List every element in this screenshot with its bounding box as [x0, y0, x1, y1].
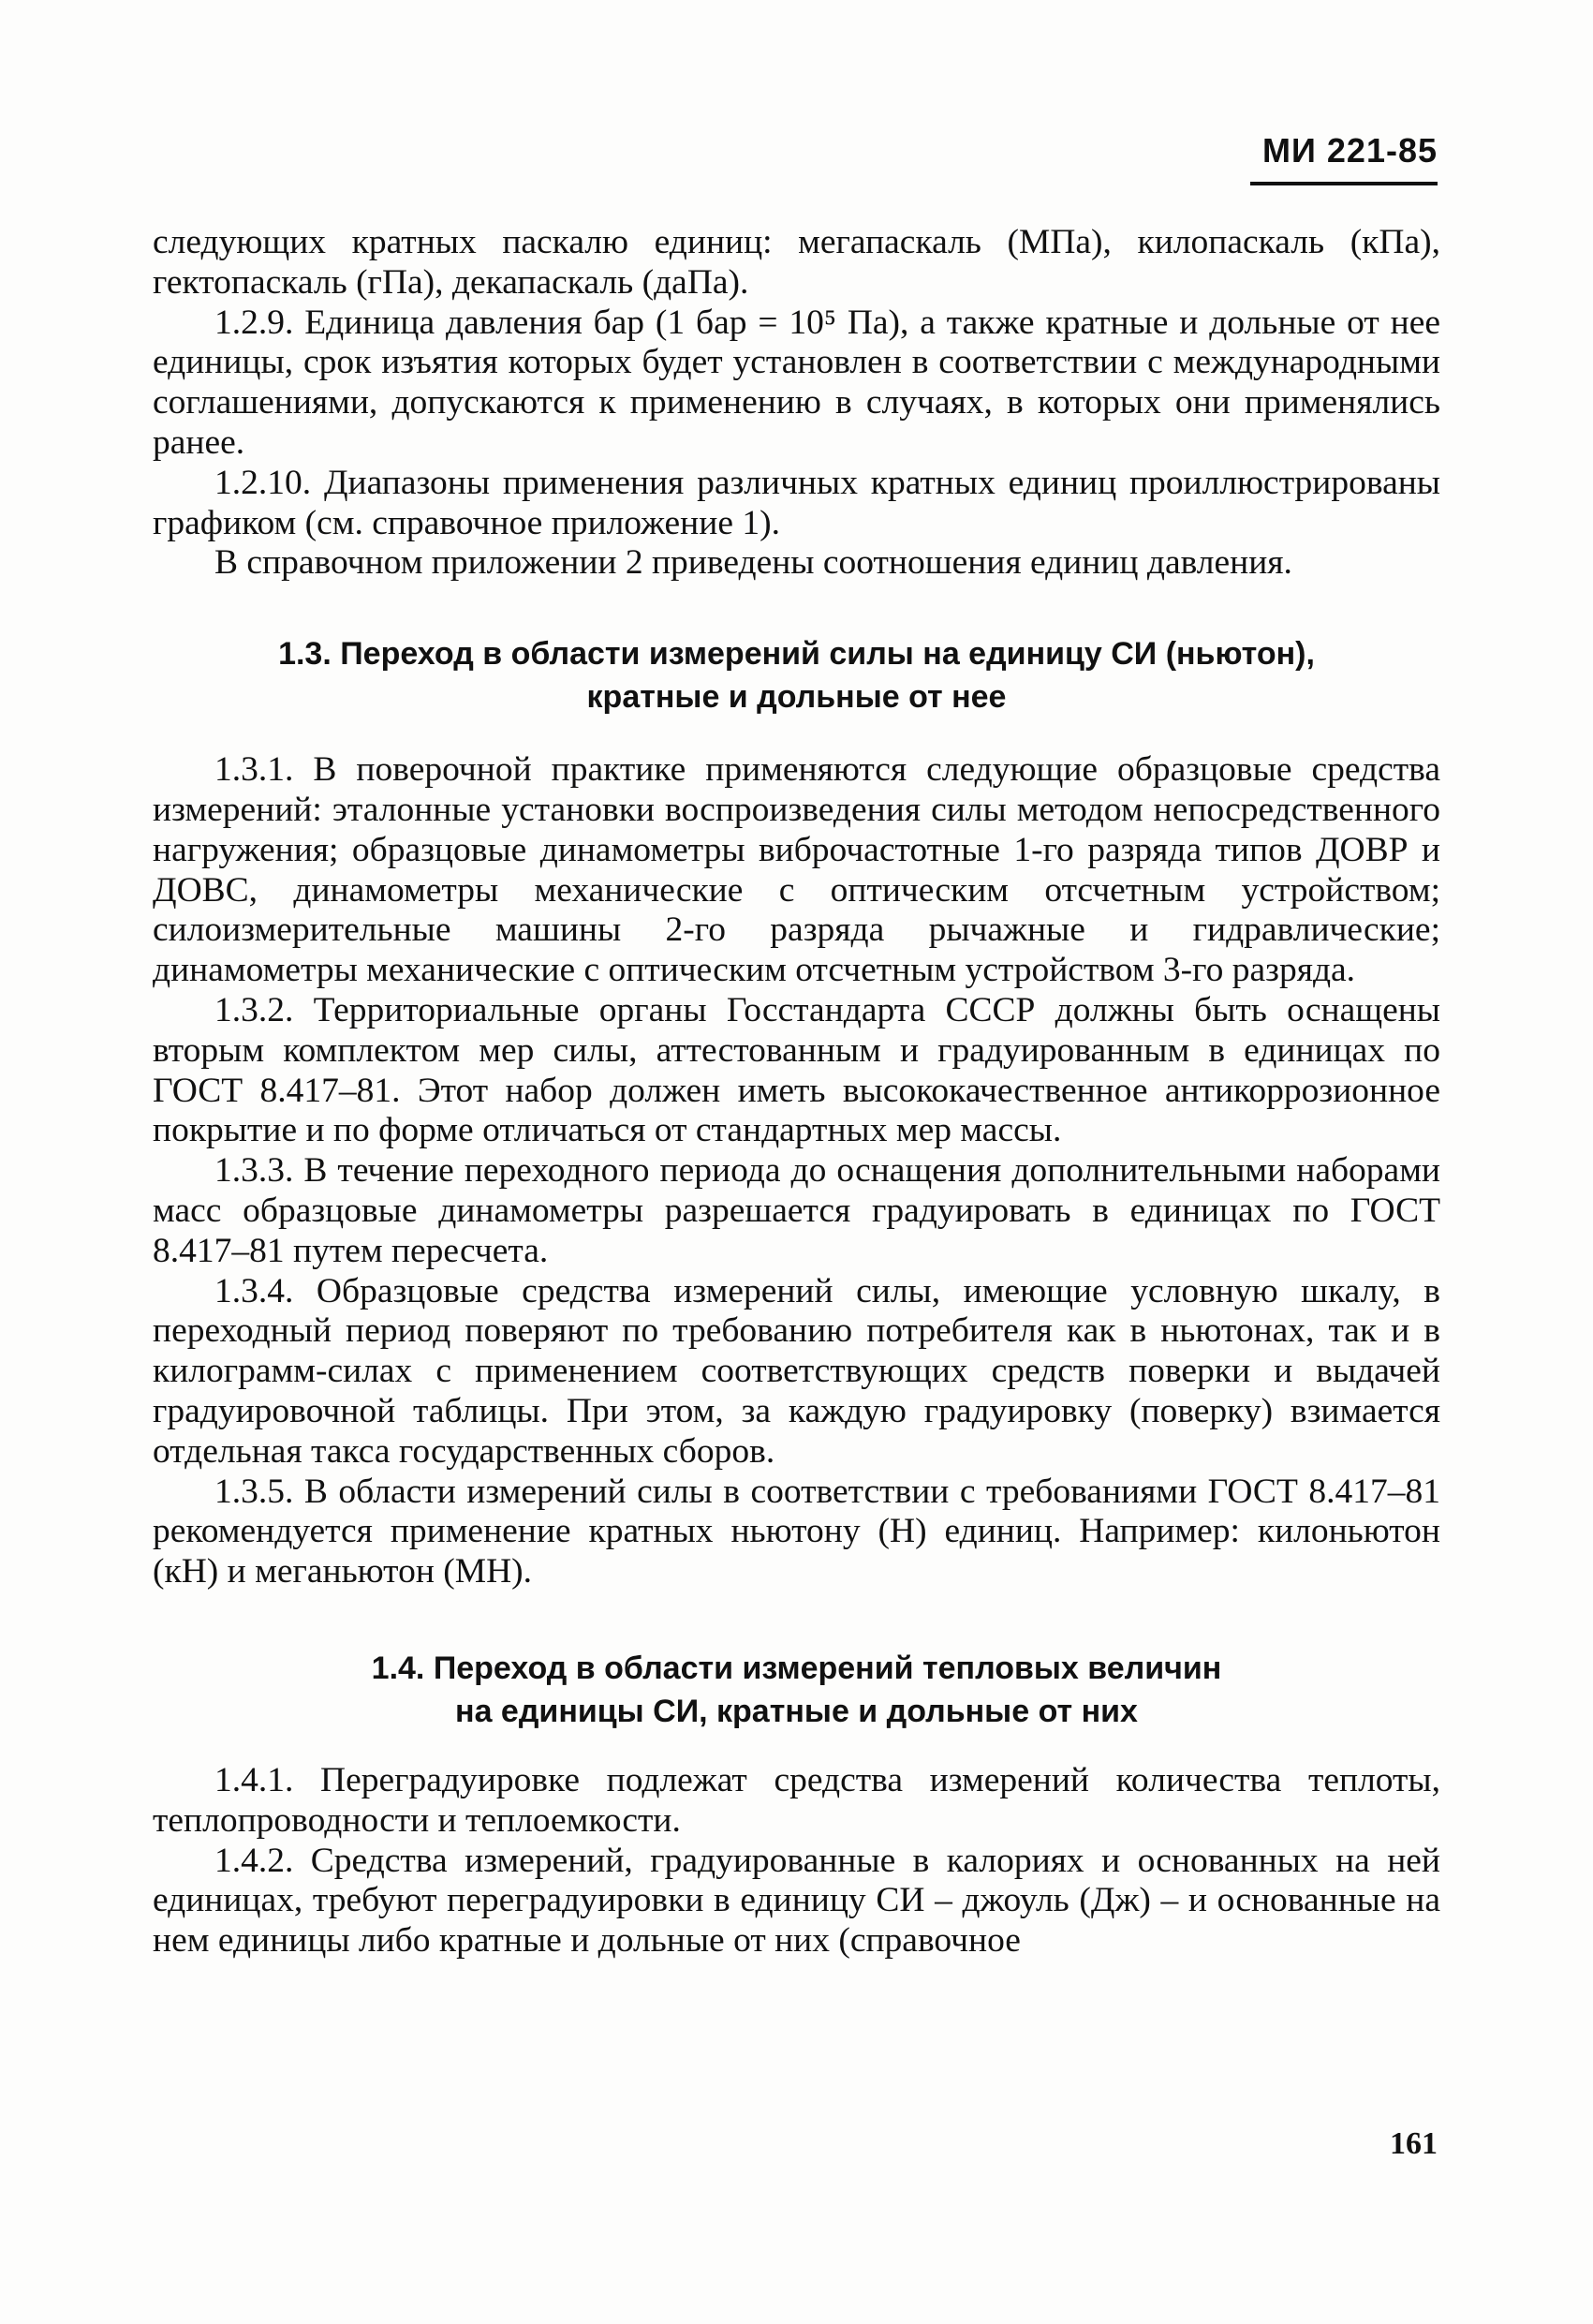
paragraph-1-3-3: 1.3.3. В течение переходного периода до оснащения дополнительными наборами масс образцовые динамометры разрешается градуировать в единицах по ГОСТ 8.417–81 путем пересчета. [153, 1151, 1440, 1270]
paragraph-1-4-1: 1.4.1. Переградуировке подлежат средства измерений количества теплоты, теплопроводности и теплоемкости. [153, 1760, 1440, 1840]
heading-line: на единицы СИ, кратные и дольные от них [455, 1693, 1138, 1729]
paragraph-1-3-4: 1.3.4. Образцовые средства измерений силы, имеющие условную шкалу, в переходный период поверяют по требованию потребителя как в ньютонах, так и в килограмм-силах с применением соответствующих средств поверки и выдачей градуировочной таблицы. При этом, за каждую градуировку (поверку) взимается отдельная такса государственных сборов. [153, 1271, 1440, 1471]
section-heading-1-4 [153, 1647, 1440, 1733]
paragraph: В справочном приложении 2 приведены соотношения единиц давления. [214, 543, 1292, 583]
paragraph-1-2-10: 1.2.10. Диапазоны применения различных кратных единиц проиллюстрированы графиком (см. справочное приложение 1). [153, 463, 1440, 542]
page-number: 161 [1390, 2126, 1438, 2161]
paragraph: следующих кратных паскалю единиц: мегапаскаль (МПа), килопаскаль (кПа), гектопаскаль (гПа), декапаскаль (даПа). [153, 223, 1440, 302]
document-code: МИ 221-85 [1262, 131, 1438, 170]
heading-line: 1.4. Переход в области измерений тепловых величин [371, 1650, 1222, 1686]
paragraph-1-3-2: 1.3.2. Территориальные органы Госстандарта СССР должны быть оснащены вторым комплектом мер силы, аттестованным и градуированным в единицах по ГОСТ 8.417–81. Этот набор должен иметь высококачественное антикоррозионное покрытие и по форме отличаться от стандартных мер массы. [153, 990, 1440, 1150]
section-heading-1-3 [153, 632, 1440, 718]
heading-line: 1.3. Переход в области измерений силы на единицу СИ (ньютон), [278, 636, 1315, 673]
heading-line: кратные и дольные от нее [586, 679, 1007, 716]
text-body [153, 223, 1440, 1961]
paragraph-1-4-2: 1.4.2. Средства измерений, градуированные в калориях и основанных на ней единицах, требуют переградуировки в единицу СИ – джоуль (Дж) – и основанные на нем единицы либо кратные и дольные от них (справочное [153, 1841, 1440, 1961]
paragraph-1-2-9: 1.2.9. Единица давления бар (1 бар = 10⁵ Па), а также кратные и дольные от нее единицы, срок изъятия которых будет установлен в соответствии с международными соглашениями, допускаются к применению в случаях, в которых они применялись ранее. [153, 303, 1440, 462]
header-rule [1250, 182, 1438, 185]
paragraph-1-3-1: 1.3.1. В поверочной практике применяются следующие образцовые средства измерений: эталонные установки воспроизведения силы методом непосредственного нагружения; образцовые динамометры виброчастотные 1-го разряда типов ДОВР и ДОВС, динамометры механические с оптическим отсчетным устройством; силоизмерительные машины 2-го разряда рычажные и гидравлические; динамометры механические с оптическим отсчетным устройством 3-го разряда. [153, 750, 1440, 990]
paragraph-1-3-5: 1.3.5. В области измерений силы в соответствии с требованиями ГОСТ 8.417–81 рекомендуется применение кратных ньютону (Н) единиц. Например: килоньютон (кН) и меганьютон (МН). [153, 1472, 1440, 1591]
